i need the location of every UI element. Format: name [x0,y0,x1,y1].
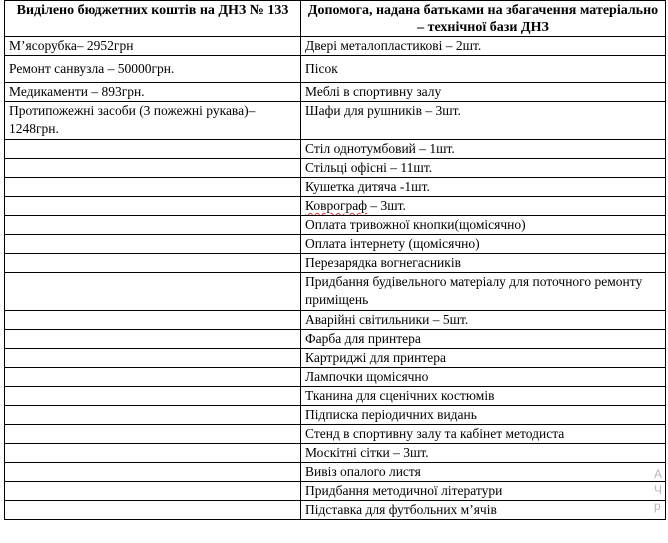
cell-budget [5,330,301,349]
table-row [5,197,666,216]
cell-help: Меблі в спортивну залу [301,83,666,102]
table-row [5,273,666,311]
cell-budget [5,197,301,216]
cell-budget [5,178,301,197]
document-page [4,0,665,520]
table-row [5,140,666,159]
header-parent-help: Допомога, надана батьками на збагачення матеріально – технічної бази ДНЗ [301,1,666,37]
cell-budget [5,235,301,254]
cell-help: Лампочки щомісячно [301,368,666,387]
cell-budget [5,387,301,406]
cell-help: Аварійні світильники – 5шт. [301,311,666,330]
cell-help: Пісок [301,56,666,83]
cell-help-rest: – 3шт. [366,198,406,213]
cell-help: Шафи для рушників – 3шт. [301,102,666,140]
table-row [5,102,666,140]
cell-help: Стіл однотумбовий – 1шт. [301,140,666,159]
cell-help: Перезарядка вогнегасників [301,254,666,273]
cell-help: Москітні сітки – 3шт. [301,444,666,463]
edge-glyph: А [654,467,663,481]
table-row [5,254,666,273]
edge-glyph: р [654,499,661,513]
table-row [5,235,666,254]
cell-help: Оплата інтернету (щомісячно) [301,235,666,254]
cell-help: Фарба для принтера [301,330,666,349]
table-row [5,37,666,56]
table-row [5,83,666,102]
cell-budget: Протипожежні засоби (3 пожежні рукава)– 1248грн. [5,102,301,140]
table-row [5,463,666,482]
cell-help [301,197,666,216]
cell-budget: Медикаменти – 893грн. [5,83,301,102]
table-row [5,444,666,463]
cell-budget [5,254,301,273]
edge-glyph: Ч [654,483,662,497]
cell-budget [5,482,301,501]
cell-budget [5,311,301,330]
table-row [5,425,666,444]
cell-help: Підставка для футбольних м’ячів [301,501,666,520]
table-row [5,311,666,330]
cell-budget: Ремонт санвузла – 50000грн. [5,56,301,83]
table-row [5,178,666,197]
table-row [5,482,666,501]
cell-help: Картриджі для принтера [301,349,666,368]
clipped-edge-text [654,466,668,514]
cell-budget [5,463,301,482]
cell-budget [5,159,301,178]
cell-help: Кушетка дитяча -1шт. [301,178,666,197]
cell-budget [5,216,301,235]
cell-help: Придбання будівельного матеріалу для поточного ремонту приміщень [301,273,666,311]
cell-budget [5,349,301,368]
cell-help: Стенд в спортивну залу та кабінет методиста [301,425,666,444]
cell-budget [5,425,301,444]
cell-help: Придбання методичної літератури [301,482,666,501]
table-header-row [5,1,666,37]
header-budget-funds: Виділено бюджетних коштів на ДНЗ № 133 [5,1,301,37]
table-row [5,330,666,349]
cell-budget [5,444,301,463]
cell-help: Тканина для сценічних костюмів [301,387,666,406]
cell-help: Підписка періодичних видань [301,406,666,425]
cell-budget: М’ясорубка– 2952грн [5,37,301,56]
table-row [5,349,666,368]
table-row [5,406,666,425]
cell-help: Вивіз опалого листя [301,463,666,482]
cell-budget [5,406,301,425]
table-row [5,368,666,387]
table-row [5,159,666,178]
cell-help: Стільці офісні – 11шт. [301,159,666,178]
budget-table [4,0,666,520]
misspelled-word: Коврограф [305,198,367,213]
table-row [5,216,666,235]
table-row [5,387,666,406]
cell-budget [5,273,301,311]
table-row [5,501,666,520]
table-row [5,56,666,83]
cell-budget [5,368,301,387]
cell-help: Оплата тривожної кнопки(щомісячно) [301,216,666,235]
cell-budget [5,501,301,520]
cell-budget [5,140,301,159]
cell-help: Двері металопластикові – 2шт. [301,37,666,56]
